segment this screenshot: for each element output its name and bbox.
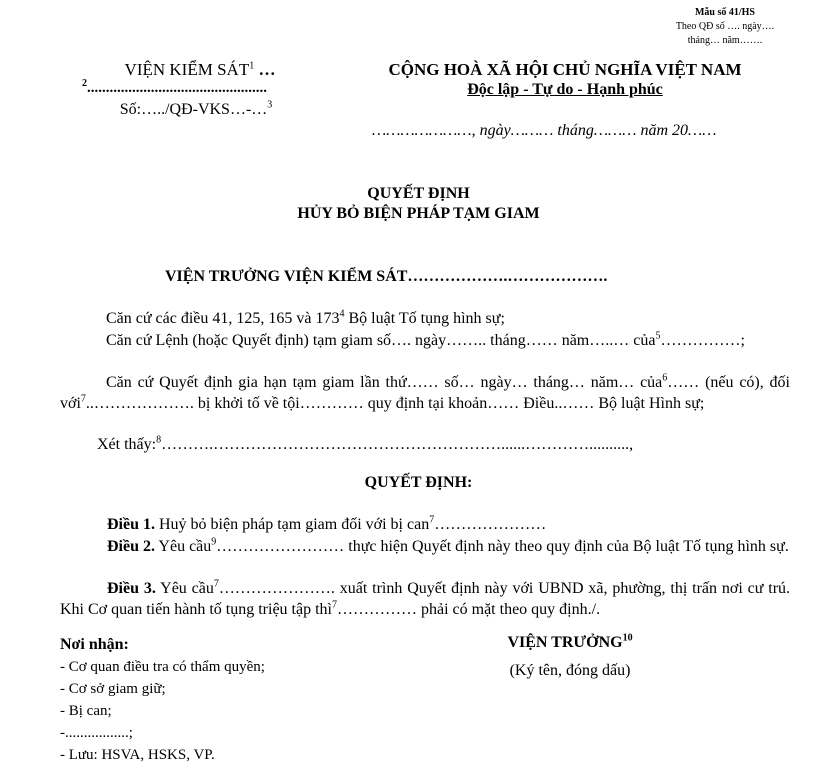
article-3: Điều 3. Yêu cầu$^7$…………………. xuất trình Quyết định này với UBND xã, phường, thị trấn nơi cư trú. Khi Cơ quan tiến hành tố tụng triệu tập thì$^7$…………… phải có mặt theo quy định./. [60, 578, 791, 618]
form-number-line1: Theo QĐ số …. ngày…. [675, 21, 775, 32]
signature-note: (Ký tên, đóng dấu) [509, 662, 631, 679]
recipient-item: - Lưu: HSVA, HSKS, VP. [60, 747, 215, 763]
decision-title: QUYẾT ĐỊNH [367, 185, 470, 202]
basis-considering: Xét thấy:$^8$……….………………………………………………......………….........., [97, 434, 634, 453]
article-1: Điều 1. Huỷ bỏ biện pháp tạm giam đối với bị can$^7$………………… [107, 514, 547, 533]
recipients-title: Nơi nhận: [60, 636, 129, 653]
basis-law: Căn cứ các điều 41, 125, 165 và $173^4$ Bộ luật Tố tụng hình sự; [106, 308, 505, 327]
decision-subtitle: HỦY BỎ BIỆN PHÁP TẠM GIAM [297, 205, 540, 222]
form-number [650, 6, 800, 48]
director-heading: VIỆN TRƯỞNG VIỆN KIỂM SÁT……………….………………. [165, 268, 608, 285]
recipient-item: -.................; [60, 725, 133, 741]
article-2: Điều 2. Yêu cầu$^9$…………………… thực hiện Quyết định này theo quy định của Bộ luật Tố tụng hình sự. [107, 536, 789, 555]
recipient-item: - Cơ sở giam giữ; [60, 681, 166, 697]
recipient-item: - Cơ quan điều tra có thẩm quyền; [60, 659, 265, 675]
national-title: CỘNG HOÀ XÃ HỘI CHỦ NGHĨA VIỆT NAM [388, 60, 742, 79]
decision-heading: QUYẾT ĐỊNH: [364, 474, 473, 491]
form-number-label: Mẫu số 41/HS [694, 7, 755, 18]
dateline: …………………, ngày……… tháng……… năm 20…… [372, 122, 717, 139]
recipients-block [60, 634, 265, 766]
form-number-line2: tháng… năm……. [687, 35, 763, 46]
recipient-item: - Bị can; [60, 703, 112, 719]
national-motto: Độc lập - Tự do - Hạnh phúc [467, 81, 663, 98]
signature-title: VIỆN TRƯỞNG$^{10}$ [507, 632, 633, 651]
basis-extension-decision: Căn cứ Quyết định gia hạn tạm giam lần thứ…… số… ngày… tháng… năm… của$^6$…… (nếu có), đối với$^7$..………………. bị khởi tố về tội………… quy định tại khoản…… Điều..…… Bộ luật Hình sự; [60, 372, 790, 412]
basis-detention-order: Căn cứ Lệnh (hoặc Quyết định) tạm giam số…. ngày…….. tháng…… năm…..… của$^5$……………; [106, 330, 745, 349]
agency-sub-line: $^2$................................................ [82, 78, 267, 96]
agency-name: VIỆN KIỂM SÁT$^1$ … [124, 60, 276, 79]
document-number: Số:…../QĐ-VKS…-…$^3$ [119, 99, 273, 118]
